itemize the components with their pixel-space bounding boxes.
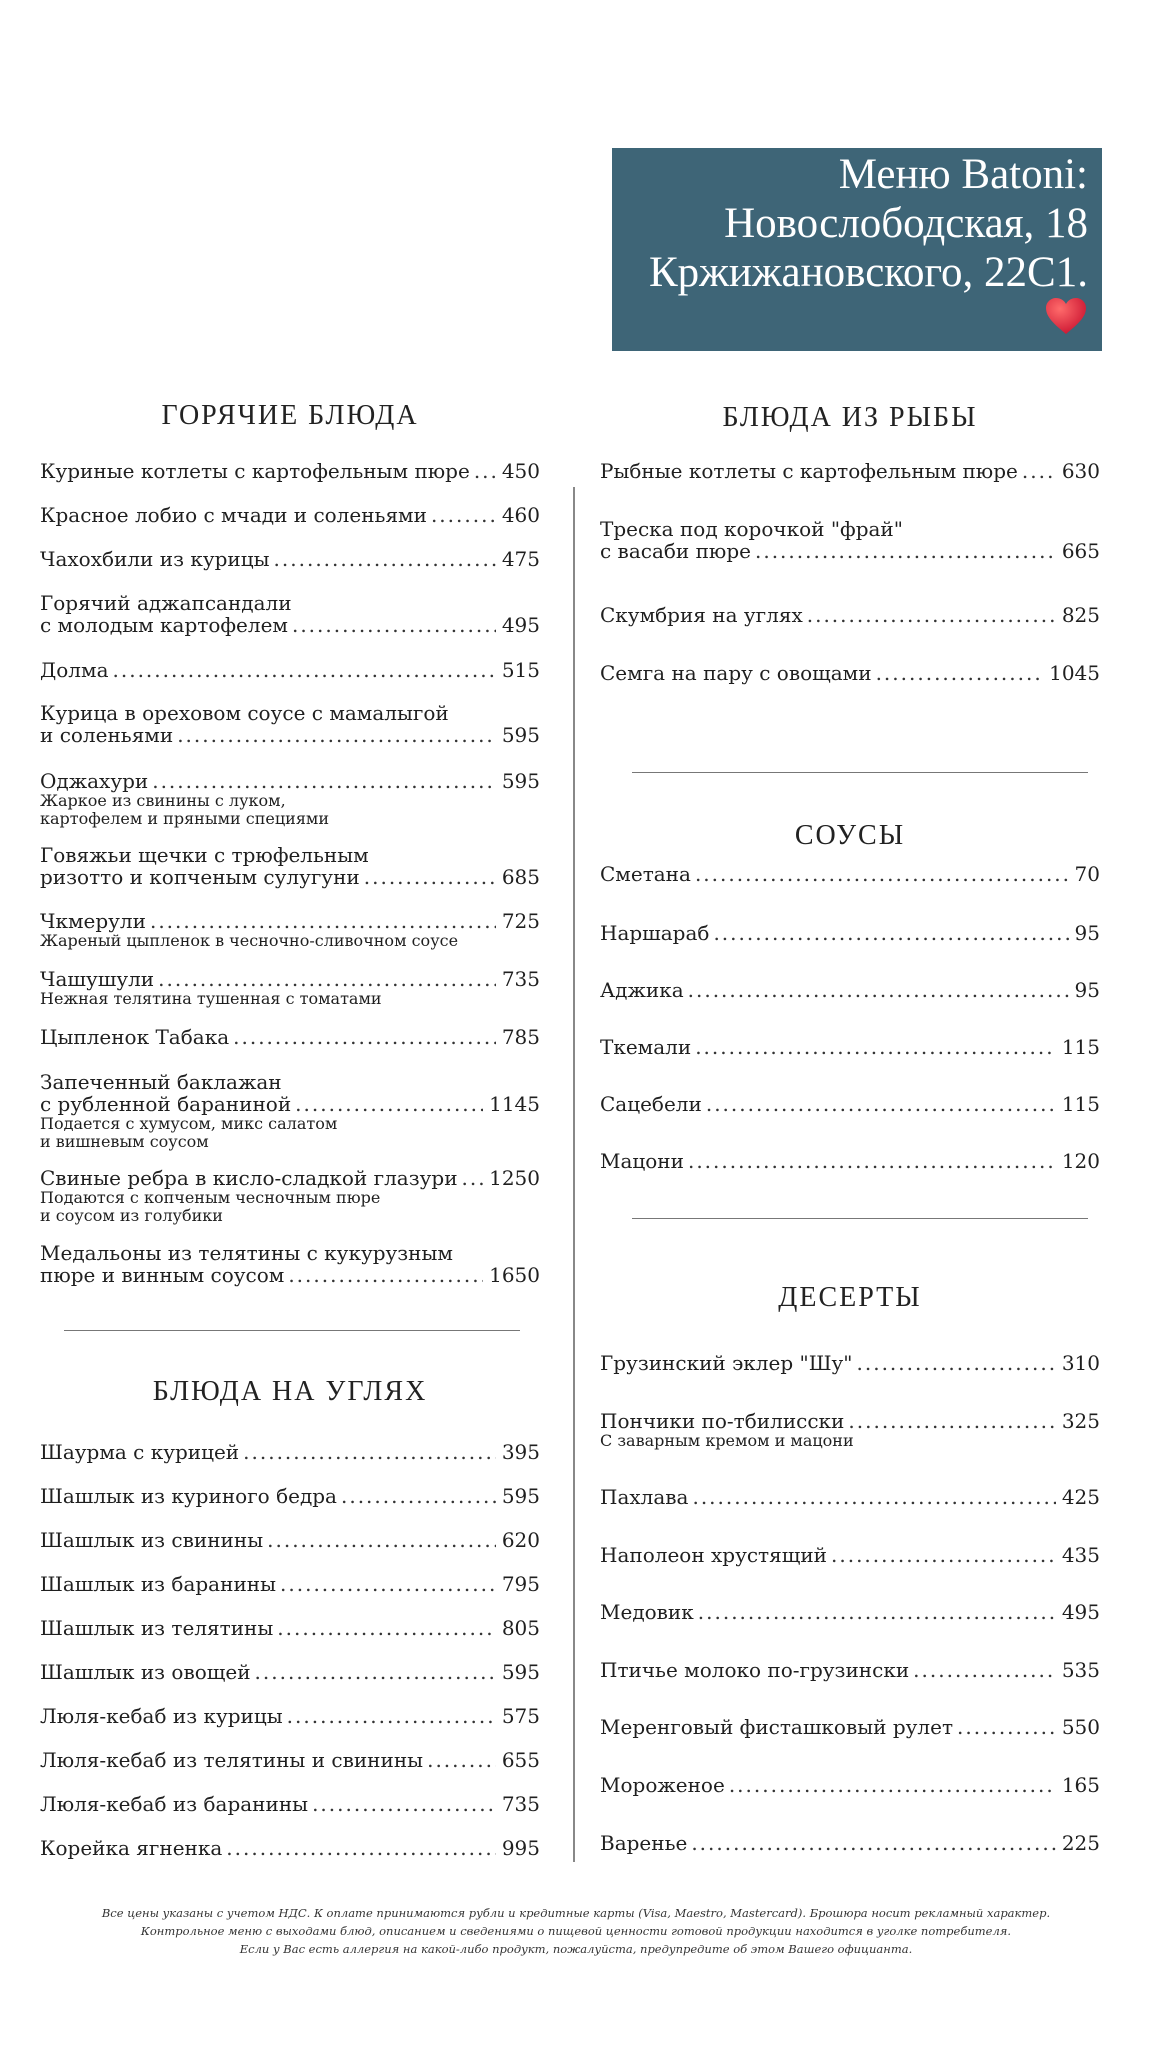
menu-item [600,863,1100,885]
dot-leader [177,724,496,746]
item-price: 655 [501,1748,540,1772]
grill-section [40,1376,540,1896]
item-description: Подаются с копченым чесночным пюре [40,1188,381,1207]
header-title: Меню Batoni: [838,151,1088,198]
item-price: 1145 [489,1092,540,1116]
item-price: 515 [501,658,540,682]
menu-item [40,1441,540,1463]
dot-leader [1022,460,1056,482]
item-row [40,866,540,888]
item-name: Шашлык из овощей [40,1660,251,1684]
item-description: и соусом из голубики [40,1206,223,1225]
item-name: Пончики по-тбилисски [600,1409,845,1433]
menu-item [40,1617,540,1639]
menu-item [40,1071,540,1151]
dot-leader [267,1529,496,1551]
item-price: 535 [1061,1658,1100,1682]
menu-item [600,1352,1100,1374]
menu-header [612,148,1102,351]
item-name-line: Треска под корочкой "фрай" [600,517,903,541]
header-address-2: Кржижановского, 22С1. [648,249,1088,296]
item-name: Наршараб [600,921,710,945]
item-price: 120 [1061,1149,1100,1173]
dot-leader [688,1150,1056,1172]
item-row [40,1705,540,1727]
menu-item [600,1150,1100,1172]
item-row [600,1093,1100,1115]
dot-leader [706,1093,1056,1115]
item-name: Пахлава [600,1485,689,1509]
item-price: 70 [1074,862,1100,886]
item-row [40,1026,540,1048]
footer-note [0,1904,1152,1958]
menu-item [40,1026,540,1048]
item-price: 735 [501,1792,540,1816]
item-row [600,863,1100,885]
menu-item [40,1793,540,1815]
item-name: Сметана [600,862,691,886]
item-price: 95 [1074,978,1100,1002]
item-price: 595 [501,769,540,793]
menu-item [600,604,1100,626]
menu-item [600,1774,1100,1796]
item-price: 310 [1061,1351,1100,1375]
item-name: Красное лобио с мчади и соленьями [40,503,427,527]
item-price: 325 [1061,1409,1100,1433]
item-row [600,979,1100,1001]
dot-leader [113,659,496,681]
item-price: 620 [501,1528,540,1552]
item-name: Чашушули [40,967,155,991]
item-price: 595 [501,723,540,747]
menu-item [600,1544,1100,1566]
item-price: 95 [1074,921,1100,945]
menu-item [600,1601,1100,1623]
menu-item [40,1242,540,1286]
dot-leader [287,1705,496,1727]
item-price: 225 [1061,1831,1100,1855]
menu-item [600,1036,1100,1058]
dot-leader [233,1026,496,1048]
item-row [40,724,540,746]
item-name: Наполеон хрустящий [600,1543,827,1567]
dot-leader [280,1573,496,1595]
item-row [40,910,540,932]
menu-item [600,1716,1100,1738]
dot-leader [364,866,496,888]
item-row [40,659,540,681]
heart-icon [1044,296,1088,336]
item-name: Оджахури [40,769,149,793]
item-name: с васаби пюре [600,539,751,563]
item-price: 395 [501,1440,540,1464]
menu-item [600,460,1100,482]
item-price: 795 [501,1572,540,1596]
dot-leader [876,662,1044,684]
menu-item [40,844,540,888]
item-price: 595 [501,1660,540,1684]
dot-leader [226,1837,496,1859]
column-divider [573,487,575,1862]
menu-item [40,504,540,526]
item-name: Чкмерули [40,909,146,933]
hot-dishes-section [40,400,540,1300]
menu-item [600,662,1100,684]
desserts-section [600,1282,1100,1882]
item-price: 495 [501,613,540,637]
item-name: Чахохбили из курицы [40,547,270,571]
menu-item [40,910,540,950]
item-row [600,1150,1100,1172]
dot-leader [692,1486,1055,1508]
item-row [600,1486,1100,1508]
sauces-section [600,820,1100,1200]
item-name: Долма [40,658,109,682]
menu-item [600,1486,1100,1508]
item-price: 685 [501,865,540,889]
footer-line: Если у Вас есть аллергия на какой-либо продукт, пожалуйста, предупредите об этом Вашего официанта. [239,1942,913,1956]
item-price: 115 [1061,1035,1100,1059]
menu-item [40,1661,540,1683]
menu-item [600,922,1100,944]
item-row [600,1036,1100,1058]
menu-item [40,1167,540,1225]
item-price: 805 [501,1616,540,1640]
item-row [40,504,540,526]
menu-item [40,659,540,681]
dot-leader [462,1167,484,1189]
item-row [40,1617,540,1639]
menu-item [40,968,540,1008]
item-row [40,1661,540,1683]
item-row [40,1793,540,1815]
item-row [40,968,540,990]
item-name: Аджика [600,978,684,1002]
dot-leader [152,770,496,792]
item-row [600,1352,1100,1374]
menu-item [600,979,1100,1001]
item-name: Шашлык из баранины [40,1572,277,1596]
fish-section [600,400,1100,720]
item-name: ризотто и копченым сулугуни [40,865,360,889]
dot-leader [691,1832,1055,1854]
item-price: 1250 [489,1166,540,1190]
item-row [40,1167,540,1189]
item-name: Мороженое [600,1773,725,1797]
item-price: 630 [1061,459,1100,483]
item-description: Нежная телятина тушенная с томатами [40,989,382,1008]
item-row [600,540,1100,562]
item-name: с молодым картофелем [40,613,288,637]
item-name: Рыбные котлеты с картофельным пюре [600,459,1018,483]
menu-item [40,1529,540,1551]
item-name: Цыпленок Табака [40,1025,230,1049]
item-price: 550 [1061,1715,1100,1739]
item-row [40,1441,540,1463]
section-divider [632,1218,1088,1219]
item-name: Меренговый фисташковый рулет [600,1715,954,1739]
item-price: 425 [1061,1485,1100,1509]
item-name: Птичье молоко по-грузински [600,1658,910,1682]
item-name: Грузинский эклер "Шу" [600,1351,853,1375]
item-row [600,1832,1100,1854]
item-name: Шашлык из телятины [40,1616,274,1640]
dot-leader [807,604,1056,626]
menu-item [40,1705,540,1727]
menu-item [40,460,540,482]
item-row [40,770,540,792]
item-row [600,1410,1100,1432]
item-name: Свиные ребра в кисло-сладкой глазури [40,1166,458,1190]
item-row [600,1774,1100,1796]
footer-line: Все цены указаны с учетом НДС. К оплате принимаются рубли и кредитные карты (Visa, Maestro, Mastercard). Брошюра носит рекламный характер. [101,1906,1051,1920]
menu-item [600,1410,1100,1450]
item-name-line: Курица в ореховом соусе с мамалыгой [40,701,449,725]
item-price: 475 [501,547,540,571]
dot-leader [913,1659,1056,1681]
item-name: Шаурма с курицей [40,1440,240,1464]
menu-item [40,1573,540,1595]
item-price: 995 [501,1836,540,1860]
item-name: Шашлык из куриного бедра [40,1484,337,1508]
item-name-line: Медальоны из телятины с кукурузным [40,1241,453,1265]
dot-leader [312,1793,496,1815]
dot-leader [341,1485,496,1507]
section-title: ДЕСЕРТЫ [778,1282,922,1313]
item-row [600,1659,1100,1681]
item-row [40,460,540,482]
item-price: 785 [501,1025,540,1049]
header-address-1: Новослободская, 18 [724,200,1088,247]
item-name: пюре и винным соусом [40,1263,285,1287]
item-row [40,1485,540,1507]
item-name: Люля-кебаб из курицы [40,1704,283,1728]
item-name: и соленьями [40,723,174,747]
dot-leader [755,540,1056,562]
item-name: Мацони [600,1149,684,1173]
menu-item [40,1749,540,1771]
menu-item [600,1093,1100,1115]
dot-leader [288,1264,483,1286]
dot-leader [431,504,496,526]
menu-item [40,592,540,636]
dot-leader [295,1093,483,1115]
item-name-line: Запеченный баклажан [40,1070,282,1094]
item-row [40,1573,540,1595]
dot-leader [695,1036,1056,1058]
menu-item [600,518,1100,562]
item-row [40,1529,540,1551]
item-row [40,1264,540,1286]
item-description: Жареный цыпленок в чесночно-сливочном соусе [40,931,459,950]
dot-leader [831,1544,1056,1566]
item-description: С заварным кремом и мацони [600,1431,854,1450]
dot-leader [255,1661,496,1683]
dot-leader [957,1716,1056,1738]
item-price: 825 [1061,603,1100,627]
dot-leader [274,548,496,570]
item-description: и вишневым соусом [40,1132,209,1151]
item-name: Корейка ягненка [40,1836,223,1860]
item-name: Семга на пару с овощами [600,661,872,685]
item-name-line: Говяжьи щечки с трюфельным [40,843,369,867]
item-price: 435 [1061,1543,1100,1567]
dot-leader [427,1749,496,1771]
dot-leader [713,922,1068,944]
section-title: БЛЮДА НА УГЛЯХ [152,1376,428,1407]
menu-item [40,702,540,746]
item-price: 1650 [489,1263,540,1287]
dot-leader [848,1410,1055,1432]
item-row [600,662,1100,684]
menu-item [600,1832,1100,1854]
item-price: 595 [501,1484,540,1508]
item-row [40,1749,540,1771]
item-price: 735 [501,967,540,991]
item-row [600,1544,1100,1566]
section-divider [632,772,1088,773]
item-row [40,548,540,570]
item-row [600,604,1100,626]
item-row [40,1837,540,1859]
item-name: с рубленной бараниной [40,1092,292,1116]
item-price: 165 [1061,1773,1100,1797]
item-name: Люля-кебаб из телятины и свинины [40,1748,424,1772]
menu-item [40,1485,540,1507]
menu-item [40,1837,540,1859]
item-price: 450 [501,459,540,483]
item-price: 115 [1061,1092,1100,1116]
dot-leader [292,614,496,636]
item-price: 460 [501,503,540,527]
item-name: Скумбрия на углях [600,603,803,627]
dot-leader [688,979,1069,1001]
item-price: 495 [1061,1600,1100,1624]
item-price: 725 [501,909,540,933]
menu-item [40,770,540,828]
menu-item [600,1659,1100,1681]
item-description: Подается с хумусом, микс салатом [40,1114,338,1133]
item-row [600,1716,1100,1738]
dot-leader [695,863,1069,885]
item-name-line: Горячий аджапсандали [40,591,292,615]
item-price: 575 [501,1704,540,1728]
dot-leader [698,1601,1056,1623]
item-description: картофелем и пряными специями [40,809,330,828]
item-row [600,922,1100,944]
section-title: СОУСЫ [794,820,906,851]
dot-leader [729,1774,1056,1796]
item-name: Куриные котлеты с картофельным пюре [40,459,470,483]
dot-leader [243,1441,496,1463]
section-title: ГОРЯЧИЕ БЛЮДА [161,400,419,431]
item-row [600,1601,1100,1623]
menu-item [40,548,540,570]
footer-line: Контрольное меню с выходами блюд, описанием и сведениями о пищевой ценности готовой продукции находится в уголке потребителя. [140,1924,1012,1938]
item-name: Люля-кебаб из баранины [40,1792,309,1816]
dot-leader [150,910,496,932]
item-name: Шашлык из свинины [40,1528,264,1552]
item-price: 1045 [1049,661,1100,685]
item-row [40,1093,540,1115]
item-price: 665 [1061,539,1100,563]
dot-leader [277,1617,496,1639]
dot-leader [158,968,496,990]
item-name: Сацебели [600,1092,702,1116]
dot-leader [857,1352,1056,1374]
item-row [40,614,540,636]
item-name: Медовик [600,1600,694,1624]
item-description: Жаркое из свинины с луком, [40,791,286,810]
dot-leader [474,460,496,482]
item-name: Варенье [600,1831,688,1855]
section-title: БЛЮДА ИЗ РЫБЫ [722,402,978,433]
item-row [600,460,1100,482]
section-divider [64,1330,520,1331]
item-name: Ткемали [600,1035,692,1059]
